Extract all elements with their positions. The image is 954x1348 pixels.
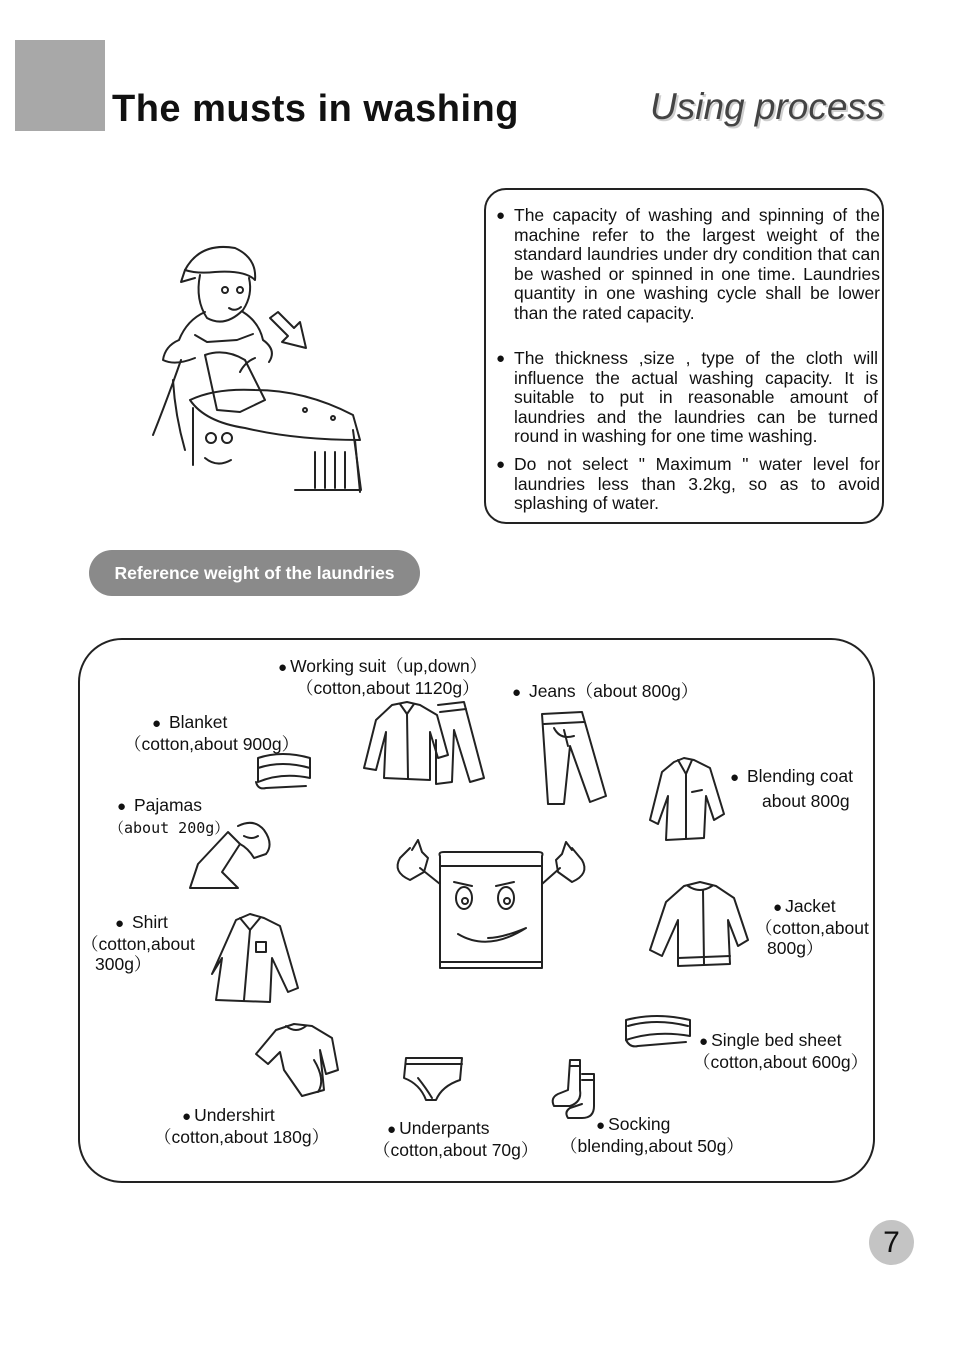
label-blending-coat: ● Blending coat about 800g	[730, 766, 853, 811]
item-name: Pajamas	[133, 795, 203, 815]
item-detail-2: 300g）	[95, 954, 152, 974]
label-pajamas: ● Pajamas （about 200g）	[109, 795, 230, 837]
item-detail: （cotton,about	[81, 934, 195, 954]
pajamas-icon	[188, 818, 278, 890]
item-detail: （cotton,about 180g）	[154, 1127, 330, 1147]
corner-block	[15, 40, 105, 131]
label-underpants: ● Underpants （cotton,about 70g）	[373, 1118, 539, 1160]
socks-icon	[548, 1056, 598, 1120]
note-text: The capacity of washing and spinning of the machine refer to the largest weight of the standard laundries under dry condition that can be washed or spinned in one time. Laundries quantity in one washing cycle shall be lower than the rated capacity.	[514, 205, 880, 323]
item-name: Working suit（up,down）	[290, 656, 488, 676]
item-detail: （cotton,about 600g）	[693, 1052, 869, 1072]
note-text: The thickness ,size , type of the cloth will influence the actual washing capacity. It is suitable to put in reasonable amount of laundries and the laundries can be turned round in washing for one time washing.	[514, 348, 878, 446]
woman-washing-illustration	[145, 240, 370, 495]
washing-machine-mascot-icon	[388, 838, 593, 974]
blending-coat-icon	[648, 756, 728, 842]
note-text: Do not select " Maximum " water level for laundries less than 3.2kg, so as to avoid splashing of water.	[514, 454, 880, 513]
item-detail: （cotton,about	[755, 918, 869, 938]
item-detail: （about 200g）	[109, 819, 230, 837]
item-detail: （cotton,about 70g）	[373, 1140, 539, 1160]
jeans-icon	[540, 710, 610, 806]
label-working-suit: ● Working suit（up,down） （cotton,about 1120g）	[278, 656, 488, 698]
label-blanket: ● Blanket （cotton,about 900g）	[124, 712, 300, 754]
item-detail: （blending,about 50g）	[560, 1136, 744, 1156]
item-detail: about 800g	[762, 791, 850, 811]
label-single-bed-sheet: ● Single bed sheet （cotton,about 600g）	[693, 1030, 869, 1072]
arrow-icon	[268, 310, 310, 352]
note-capacity	[496, 205, 880, 323]
item-name: Shirt	[131, 912, 168, 932]
jacket-icon	[648, 880, 750, 970]
label-socking: ● Socking （blending,about 50g）	[560, 1114, 744, 1156]
shirt-icon	[210, 912, 300, 1006]
item-detail: （cotton,about 900g）	[124, 734, 300, 754]
item-detail: （cotton,about 1120g）	[296, 678, 480, 698]
note-water-level	[496, 454, 880, 514]
item-name: Socking	[608, 1114, 671, 1134]
section-title: Using process	[650, 86, 885, 127]
note-bullet: ●	[496, 350, 506, 367]
label-jeans: ● Jeans（about 800g）	[512, 681, 699, 701]
item-name: Jeans（about 800g）	[528, 681, 699, 701]
item-name: Underpants	[399, 1118, 490, 1138]
undershirt-icon	[254, 1020, 340, 1098]
blanket-icon	[252, 750, 314, 792]
page-title: The musts in washing	[112, 88, 519, 130]
note-thickness	[496, 348, 878, 447]
label-jacket: ● Jacket （cotton,about 800g）	[755, 896, 869, 958]
note-bullet: ●	[496, 456, 506, 473]
page-number: 7	[869, 1220, 914, 1265]
item-name: Blending coat	[746, 766, 853, 786]
label-shirt: ● Shirt （cotton,about 300g）	[81, 912, 195, 974]
item-name: Blanket	[168, 712, 228, 732]
underpants-icon	[402, 1052, 466, 1102]
working-suit-icon	[362, 700, 487, 790]
item-name: Jacket	[785, 896, 836, 916]
label-undershirt: ● Undershirt （cotton,about 180g）	[154, 1105, 330, 1147]
note-bullet: ●	[496, 207, 506, 224]
item-name: Single bed sheet	[711, 1030, 842, 1050]
item-name: Undershirt	[194, 1105, 275, 1125]
bed-sheet-icon	[622, 1012, 694, 1050]
item-detail-2: 800g）	[767, 938, 824, 958]
reference-heading: Reference weight of the laundries	[89, 550, 420, 596]
